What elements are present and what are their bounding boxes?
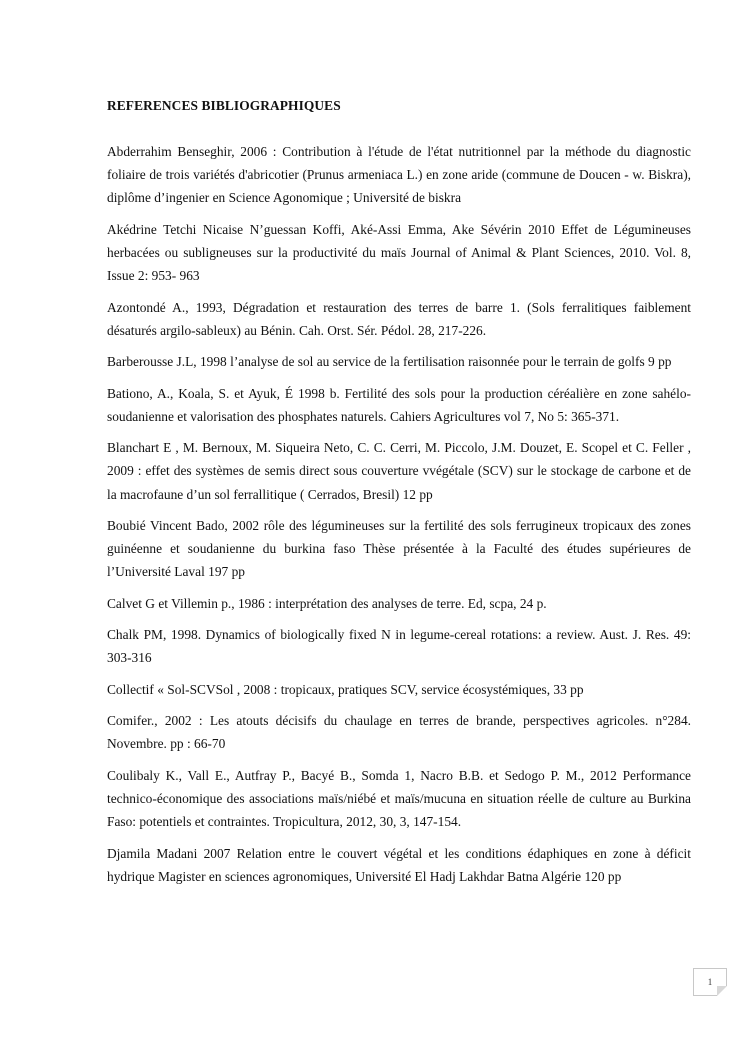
reference-item: Boubié Vincent Bado, 2002 rôle des légumineuses sur la fertilité des sols ferrugineux tropicaux des zones guinéenne et soudanienne du burkina faso Thèse présentée à la Faculté des études supérieures de l’Université Laval 197 pp bbox=[107, 517, 691, 580]
reference-item: Azontondé A., 1993, Dégradation et restauration des terres de barre 1. (Sols ferralitiques faiblement désaturés argilo-sableux) au Bénin. Cah. Orst. Sér. Pédol. 28, 217-226. bbox=[107, 299, 691, 338]
reference-item: Barberousse J.L, 1998 l’analyse de sol au service de la fertilisation raisonnée pour le terrain de golfs 9 pp bbox=[107, 354, 672, 370]
reference-item: Chalk PM, 1998. Dynamics of biologically fixed N in legume-cereal rotations: a review. Aust. J. Res. 49: 303-316 bbox=[107, 627, 691, 666]
reference-item: Djamila Madani 2007 Relation entre le couvert végétal et les conditions édaphiques en zone à déficit hydrique Magister en sciences agronomiques, Université El Hadj Lakhdar Batna Algérie 120 pp bbox=[107, 845, 691, 884]
reference-item: Blanchart E , M. Bernoux, M. Siqueira Neto, C. C. Cerri, M. Piccolo, J.M. Douzet, E. Scopel et C. Feller , 2009 : effet des systèmes de semis direct sous couverture vvégétale (SCV) sur le stockage de carbone et de la macrofaune d’un sol ferrallitique ( Cerrados, Bresil) 12 pp bbox=[107, 440, 691, 502]
reference-item: Akédrine Tetchi Nicaise N’guessan Koffi, Aké-Assi Emma, Ake Sévérin 2010 Effet de Légumineuses herbacées ou subligneuses sur la productivité du maïs Journal of Animal & Plant Sciences, 2010. Vol. 8, Issue 2: 953- 963 bbox=[107, 221, 691, 284]
page-number-box bbox=[693, 968, 727, 996]
document-page bbox=[107, 96, 691, 896]
page-number: 1 bbox=[707, 977, 713, 987]
reference-item: Comifer., 2002 : Les atouts décisifs du chaulage en terres de brande, perspectives agricoles. n°284. Novembre. pp : 66-70 bbox=[107, 713, 691, 752]
reference-item: Collectif « Sol-SCVSol , 2008 : tropicaux, pratiques SCV, service écosystémiques, 33 pp bbox=[107, 681, 584, 697]
reference-list bbox=[107, 140, 691, 888]
reference-item: Coulibaly K., Vall E., Autfray P., Bacyé B., Somda 1, Nacro B.B. et Sedogo P. M., 2012 Performance technico-économique des associations maïs/niébé et maïs/mucuna en situation réelle de culture au Burkina Faso: potentiels et contraintes. Tropicultura, 2012, 30, 3, 147-154. bbox=[107, 767, 691, 830]
reference-item: Calvet G et Villemin p., 1986 : interprétation des analyses de terre. Ed, scpa, 24 p. bbox=[107, 595, 547, 611]
reference-item: Bationo, A., Koala, S. et Ayuk, É 1998 b. Fertilité des sols pour la production céréalière en zone sahélo-soudanienne et valorisation des phosphates naturels. Cahiers Agricultures vol 7, No 5: 365-371. bbox=[107, 385, 691, 424]
page-title: REFERENCES BIBLIOGRAPHIQUES bbox=[107, 98, 341, 113]
reference-item: Abderrahim Benseghir, 2006 : Contribution à l'étude de l'état nutritionnel par la méthode du diagnostic foliaire de trois variétés d'abricotier (Prunus armeniaca L.) en zone aride (commune de Doucen - w. Biskra), diplôme d’ingenier en Science Agonomique ; Université de biskra bbox=[107, 144, 691, 206]
